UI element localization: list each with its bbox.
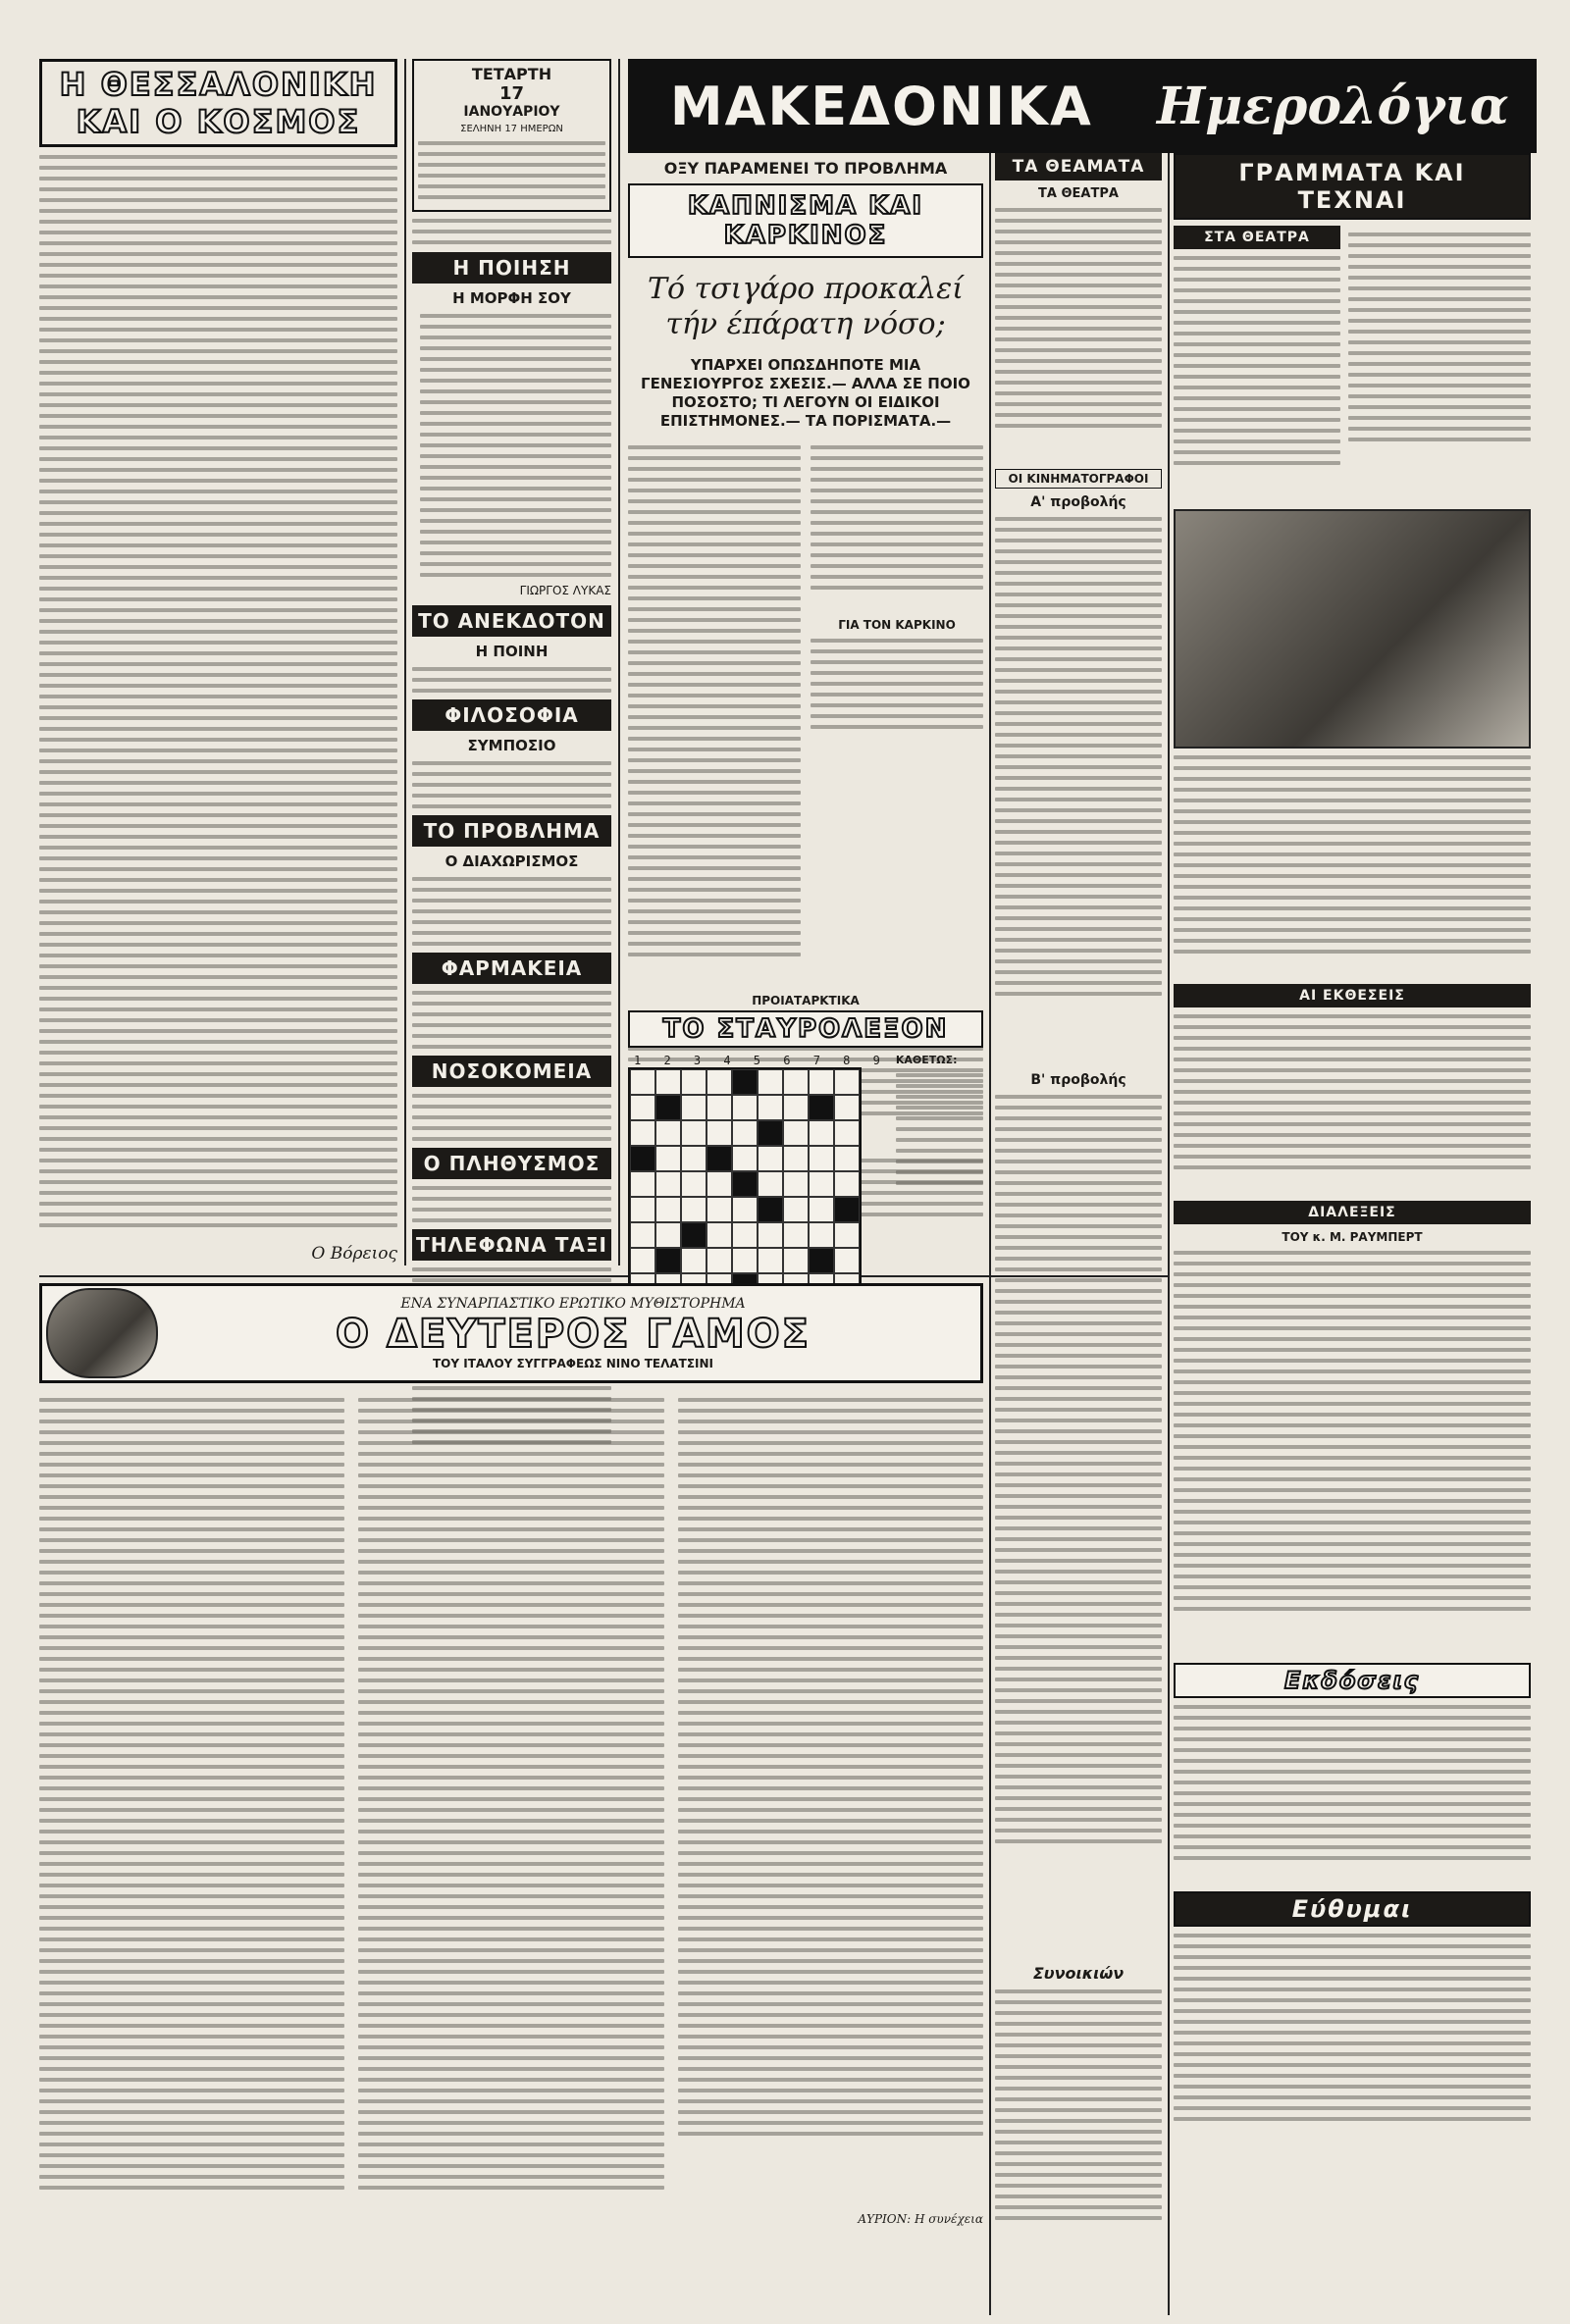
crossword-cell: [681, 1222, 706, 1248]
article-text: [39, 155, 397, 1244]
poem-author: ΓΙΩΡΓΟΣ ΛΥΚΑΣ: [519, 584, 611, 597]
crossword-cell: [655, 1171, 681, 1197]
hospital-header: ΝΟΣΟΚΟΜΕΙΑ: [412, 1056, 611, 1087]
masthead: [628, 59, 1537, 153]
theatres-subtitle: ΤΑ ΘΕΑΤΡΑ: [1038, 186, 1119, 201]
crossword-cell: [834, 1120, 860, 1146]
article-summary: ΥΠΑΡΧΕΙ ΟΠΩΣΔΗΠΟΤΕ ΜΙΑ ΓΕΝΕΣΙΟΥΡΓΟΣ ΣΧΕΣΙΣ.— ΑΛΛΑ ΣΕ ΠΟΙΟ ΠΟΣΟΣΤΟ; ΤΙ ΛΕΓΟΥΝ ΟΙ ΕΙΔΙΚΟΙ ΕΠΙΣΤΗΜΟΝΕΣ.— ΤΑ ΠΟΡΙΣΜΑΤΑ.—: [641, 356, 970, 430]
moon-info: ΣΕΛΗΝΗ 17 ΗΜΕΡΩΝ: [460, 124, 563, 134]
crossword-cell: [783, 1095, 809, 1120]
spectacles-header: ΤΑ ΘΕΑΜΑΤΑ: [995, 153, 1162, 181]
philosophy-text: [412, 761, 611, 808]
crossword-cell: [809, 1095, 834, 1120]
almanac-text: [418, 141, 605, 199]
novel-serial: [39, 1283, 983, 2264]
column-thessaloniki: [39, 59, 397, 1265]
crossword-cell: [681, 1095, 706, 1120]
crossword-cell: [630, 1197, 655, 1222]
crossword-cell: [655, 1146, 681, 1171]
pharmacy-text: [412, 991, 611, 1049]
crossword-grid: [628, 1067, 862, 1301]
crossword-cell: [630, 1171, 655, 1197]
crossword-cell: [655, 1248, 681, 1273]
crossword-cell: [834, 1197, 860, 1222]
novel-kicker: ΕΝΑ ΣΥΝΑΡΠΑΣΤΙΚΟ ΕΡΩΤΙΚΟ ΜΥΘΙΣΤΟΡΗΜΑ: [400, 1296, 746, 1312]
crossword-cell: [834, 1146, 860, 1171]
theatre-listing: [995, 208, 1162, 463]
problem-text: [412, 877, 611, 946]
crossword-cell: [706, 1120, 732, 1146]
crossword-cell: [758, 1171, 783, 1197]
crossword-cell: [783, 1069, 809, 1095]
column-rule: [618, 59, 620, 1265]
crossword-numbers: 1 2 3 4 5 6 7 8 9: [634, 1054, 888, 1067]
lecture-speaker: ΤΟΥ κ. Μ. ΡΑΥΜΠΕΡΤ: [1282, 1230, 1423, 1244]
neighborhood-subtitle: Συνοικιών: [1032, 1964, 1125, 1983]
crossword-cell: [681, 1171, 706, 1197]
crossword-cell: [706, 1197, 732, 1222]
column-rule: [404, 59, 406, 1265]
crossword-cell: [630, 1069, 655, 1095]
article-kicker: ΟΞΥ ΠΑΡΑΜΕΝΕΙ ΤΟ ΠΡΟΒΛΗΜΑ: [663, 159, 948, 178]
crossword-cell: [758, 1069, 783, 1095]
lectures-header: ΔΙΑΛΕΞΕΙΣ: [1174, 1201, 1531, 1224]
crossword-cell: [630, 1248, 655, 1273]
crossword-cell: [834, 1095, 860, 1120]
crossword-section: [628, 1010, 983, 1270]
date-box: [412, 59, 611, 212]
crossword-cell: [681, 1197, 706, 1222]
crossword-cell: [681, 1120, 706, 1146]
letters-title: ΓΡΑΜΜΑΤΑ ΚΑΙ ΤΕΧΝΑΙ: [1174, 153, 1531, 220]
anecdote-text: [412, 667, 611, 693]
crossword-cell: [758, 1222, 783, 1248]
problem-header: ΤΟ ΠΡΟΒΛΗΜΑ: [412, 815, 611, 847]
crossword-cell: [732, 1095, 758, 1120]
article-subhead-preliminary: ΠΡΟΙΑΤΑΡΚΤΙΚΑ: [752, 994, 860, 1007]
crossword-cell: [732, 1248, 758, 1273]
announcements-header: Εύθυμαι: [1174, 1891, 1531, 1927]
crossword-cell: [809, 1069, 834, 1095]
hospital-text: [412, 1094, 611, 1141]
crossword-cell: [706, 1171, 732, 1197]
novel-title: Ο ΔΕΥΤΕΡΟΣ ΓΑΜΟΣ: [336, 1312, 811, 1357]
crossword-cell: [809, 1222, 834, 1248]
philosophy-subtitle: ΣΥΜΠΟΣΙΟ: [467, 737, 556, 754]
anecdote-subtitle: Η ΠΟΙΝΗ: [475, 643, 549, 660]
events-text: [1174, 1705, 1531, 1891]
crossword-cell: [758, 1120, 783, 1146]
first-run-listing: [995, 517, 1162, 1066]
crossword-cell: [834, 1248, 860, 1273]
column-rule: [1168, 59, 1170, 2315]
crossword-cell: [809, 1197, 834, 1222]
crossword-cell: [655, 1222, 681, 1248]
crossword-cell: [732, 1146, 758, 1171]
pharmacy-header: ΦΑΡΜΑΚΕΙΑ: [412, 953, 611, 984]
column-title: Η ΘΕΣΣΑΛΟΝΙΚΗ ΚΑΙ Ο ΚΟΣΜΟΣ: [39, 59, 397, 147]
exhibitions-header: ΑΙ ΕΚΘΕΣΕΙΣ: [1174, 984, 1531, 1007]
article-body-right-2: [811, 639, 983, 747]
crossword-cell: [681, 1069, 706, 1095]
music-notes: [1348, 226, 1531, 491]
crossword-cell: [834, 1069, 860, 1095]
taxi-phone-header: ΤΗΛΕΦΩΝΑ ΤΑΞΙ: [412, 1229, 611, 1261]
crossword-cell: [783, 1120, 809, 1146]
date-number: 17: [498, 83, 525, 104]
crossword-cell: [655, 1120, 681, 1146]
lectures-text: [1174, 1251, 1531, 1663]
second-run-subtitle: Β' προβολής: [1030, 1072, 1126, 1088]
crossword-cell: [783, 1146, 809, 1171]
crossword-cell: [783, 1222, 809, 1248]
announcements-text: [1174, 1934, 1531, 2159]
first-run-subtitle: Α' προβολής: [1030, 494, 1126, 510]
crossword-cell: [758, 1095, 783, 1120]
crossword-cell: [655, 1197, 681, 1222]
crossword-cell: [732, 1120, 758, 1146]
novel-column-3: [678, 1398, 983, 2212]
crossword-cell: [630, 1120, 655, 1146]
notice-text: [412, 219, 611, 244]
date-month: ΙΑΝΟΥΑΡΙΟΥ: [463, 104, 560, 120]
population-text: [412, 1186, 611, 1222]
date-day: ΤΕΤΑΡΤΗ: [471, 65, 552, 83]
crossword-cell: [732, 1171, 758, 1197]
novel-end-note: ΑΥΡΙΟΝ: Η συνέχεια: [858, 2212, 983, 2226]
column-letters-arts: [1174, 153, 1531, 2252]
crossword-vertical-clues: [896, 1073, 983, 1185]
actors-photo: [1174, 509, 1531, 749]
exhibitions-text: [1174, 1014, 1531, 1201]
column-spectacles: [995, 153, 1162, 2252]
philosophy-header: ΦΙΛΟΣΟΦΙΑ: [412, 699, 611, 731]
article-headline: ΚΑΠΝΙΣΜΑ ΚΑΙ ΚΑΡΚΙΝΟΣ: [628, 183, 983, 258]
anecdote-header: ΤΟ ΑΝΕΚΔΟΤΟΝ: [412, 605, 611, 637]
crossword-cell: [758, 1248, 783, 1273]
article-deck: Τό τσιγάρο προκαλεί τήν έπάρατη νόσο;: [647, 272, 965, 341]
poem-title: Η ΜΟΡΦΗ ΣΟΥ: [452, 289, 571, 307]
crossword-title: ΤΟ ΣΤΑΥΡΟΛΕΞΟΝ: [628, 1010, 983, 1048]
poetry-header: Η ΠΟΙΗΣΗ: [412, 252, 611, 284]
cinemas-subtitle: ΟΙ ΚΙΝΗΜΑΤΟΓΡΑΦΟΙ: [995, 469, 1162, 489]
neighborhood-listing: [995, 1989, 1162, 2264]
crossword-cell: [630, 1095, 655, 1120]
crossword-cell: [834, 1222, 860, 1248]
events-header: Εκδόσεις: [1174, 1663, 1531, 1698]
crossword-cell: [783, 1248, 809, 1273]
crossword-cell: [834, 1171, 860, 1197]
masthead-right: Ημερολόγια: [1156, 76, 1509, 136]
theatre-header: ΣΤΑ ΘΕΑΤΡΑ: [1174, 226, 1340, 249]
column-rule: [989, 59, 991, 2315]
novel-author: ΤΟΥ ΙΤΑΛΟΥ ΣΥΓΓΡΑΦΕΩΣ ΝΙΝΟ ΤΕΛΑΤΣΙΝΙ: [432, 1357, 714, 1370]
novel-banner: [39, 1283, 983, 1383]
crossword-cell: [783, 1171, 809, 1197]
crossword-cell: [681, 1146, 706, 1171]
crossword-cell: [655, 1069, 681, 1095]
crossword-cell: [809, 1171, 834, 1197]
crossword-cell: [758, 1146, 783, 1171]
article-subhead-cancer: ΓΙΑ ΤΟΝ ΚΑΡΚΙΝΟ: [838, 618, 956, 632]
arts-text: [1174, 788, 1531, 984]
crossword-cell: [706, 1146, 732, 1171]
crossword-cell: [706, 1095, 732, 1120]
crossword-cell: [706, 1248, 732, 1273]
crossword-vertical-label: ΚΑΘΕΤΩΣ:: [895, 1054, 958, 1066]
crossword-cell: [732, 1222, 758, 1248]
crossword-cell: [732, 1069, 758, 1095]
population-header: Ο ΠΛΗΘΥΣΜΟΣ: [412, 1148, 611, 1179]
crossword-cell: [758, 1197, 783, 1222]
signature: Ο Βόρειος: [311, 1244, 397, 1264]
poem-text: [412, 314, 611, 577]
article-body-right: [811, 445, 983, 612]
masthead-left: ΜΑΚΕΔΟΝΙΚΑ: [669, 75, 1093, 137]
novel-column-1: [39, 1391, 344, 2254]
novel-column-2: [358, 1391, 663, 2254]
novel-illustration: [46, 1288, 158, 1378]
crossword-cell: [732, 1197, 758, 1222]
crossword-cell: [630, 1146, 655, 1171]
crossword-cell: [681, 1248, 706, 1273]
crossword-cell: [706, 1069, 732, 1095]
photo-caption: [1174, 755, 1531, 781]
crossword-cell: [809, 1146, 834, 1171]
crossword-cell: [655, 1095, 681, 1120]
article-body-left: [628, 439, 801, 988]
crossword-cell: [706, 1222, 732, 1248]
crossword-cell: [783, 1197, 809, 1222]
second-run-listing: [995, 1095, 1162, 1958]
crossword-cell: [809, 1248, 834, 1273]
problem-subtitle: Ο ΔΙΑΧΩΡΙΣΜΟΣ: [445, 852, 579, 870]
crossword-cell: [809, 1120, 834, 1146]
column-almanac: [412, 59, 611, 1265]
crossword-cell: [630, 1222, 655, 1248]
theatre-review: [1174, 256, 1340, 501]
